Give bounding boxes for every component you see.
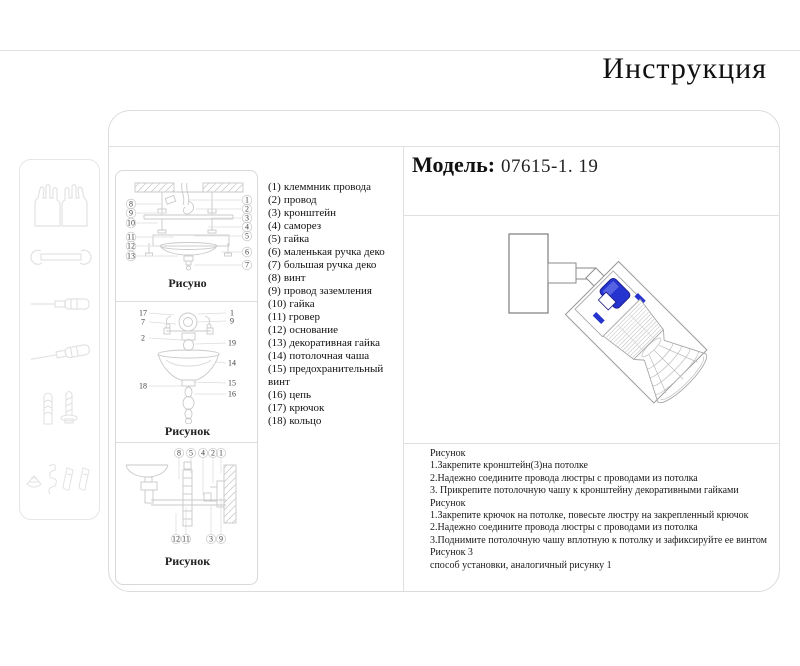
part-item: (14) потолочная чаша — [268, 350, 370, 362]
callout: 1 — [219, 448, 223, 458]
part-item: (17) крючок — [268, 402, 325, 414]
callout: 9 — [230, 316, 234, 326]
lamp-illustration — [480, 218, 740, 433]
callout: 5 — [189, 448, 193, 458]
instruction-line: 2.Надежно соедините провода люстры с проводами из потолка — [430, 522, 698, 534]
callout: 10 — [127, 218, 135, 228]
screwdriver-icon — [20, 296, 101, 317]
callout: 19 — [228, 338, 236, 348]
figure-1-caption: Рисуно — [168, 276, 207, 290]
callout: 7 — [141, 317, 145, 327]
instruction-line: 3. Прикрепите потолочную чашу к кронштейну декоративными гайками — [430, 485, 739, 497]
part-item: (2) провод — [268, 194, 317, 206]
callout: 15 — [228, 378, 236, 388]
instruction-line: Рисунок — [430, 448, 466, 459]
callout: 17 — [139, 308, 147, 318]
card-header-divider — [109, 146, 779, 147]
callout: 2 — [141, 333, 145, 343]
callout: 6 — [245, 247, 249, 257]
callout: 1 — [230, 308, 234, 318]
figure-3-caption: Рисунок — [164, 554, 211, 568]
model-divider — [403, 215, 780, 216]
callout: 12 — [172, 534, 180, 544]
wrench-icon — [20, 246, 101, 273]
figures-panel — [115, 170, 258, 585]
part-item: (4) саморез — [268, 220, 322, 232]
gloves-icon — [20, 178, 101, 233]
callout: 2 — [211, 448, 215, 458]
callout: 14 — [228, 358, 236, 368]
part-item: (12) основание — [268, 324, 338, 336]
instruction-line: способ установки, аналогичный рисунку 1 — [430, 559, 612, 571]
callout: 8 — [129, 199, 133, 209]
callout: 2 — [245, 204, 249, 214]
figure-2 — [116, 301, 258, 442]
top-divider — [0, 50, 800, 51]
part-item: (13) декоративная гайка — [268, 337, 380, 349]
part-item: (18) кольцо — [268, 415, 322, 427]
screwdriver-angled-icon — [20, 338, 101, 369]
figure-3-drawing — [116, 443, 258, 553]
part-item: (1) клеммник провода — [268, 181, 372, 193]
part-item: (3) кронштейн — [268, 207, 336, 219]
callout: 9 — [129, 208, 133, 218]
part-item: (6) маленькая ручка деко — [268, 246, 385, 258]
part-item: (16) цепь — [268, 389, 312, 401]
instructions-block — [430, 448, 775, 572]
callout: 16 — [228, 389, 236, 399]
model-row — [412, 152, 598, 178]
part-item: (7) большая ручка деко — [268, 259, 377, 271]
figure-1-drawing — [116, 171, 258, 275]
parts-list — [268, 181, 404, 428]
figure-2-caption: Рисунок — [164, 424, 211, 438]
instruction-line: 2.Надежно соедините провода люстры с проводами из потолка — [430, 472, 698, 484]
instruction-line: 1.Закрепите кронштейн(3)на потолке — [430, 460, 588, 472]
instruction-line: Рисунок 3 — [430, 547, 473, 559]
instruction-line: 3.Поднимите потолочную чашу вплотную к потолку и зафиксируйте ее винтом — [430, 534, 767, 546]
figure-2-drawing — [116, 302, 258, 424]
figure-1 — [116, 171, 258, 301]
callout: 12 — [127, 241, 135, 251]
callout: 11 — [127, 232, 135, 242]
instruction-line: 1.Закрепите крючок на потолке, повесьте люстру на закрепленный крючок — [430, 510, 749, 522]
callout: 4 — [245, 222, 249, 232]
right-section-divider — [403, 146, 404, 592]
part-item: (9) провод заземления — [268, 285, 372, 297]
part-item: (5) гайка — [268, 233, 310, 245]
tools-panel — [19, 159, 100, 520]
callout: 5 — [245, 231, 249, 241]
callout: 1 — [245, 195, 249, 205]
part-item: (11) гровер — [268, 311, 320, 323]
mounting-hardware-icon — [20, 458, 101, 501]
instructions-divider — [403, 443, 780, 444]
callout: 8 — [177, 448, 181, 458]
part-item: (8) винт — [268, 272, 306, 284]
instruction-line: Рисунок — [430, 497, 466, 509]
callout: 18 — [139, 381, 147, 391]
part-item: (10) гайка — [268, 298, 315, 310]
callout: 4 — [201, 448, 205, 458]
callout: 3 — [209, 534, 213, 544]
figure-3 — [116, 442, 258, 585]
callout: 3 — [245, 213, 249, 223]
page-title: Инструкция — [602, 52, 767, 85]
model-value: 07615-1. 19 — [501, 156, 599, 177]
screw-dowel-icon — [20, 388, 101, 431]
model-label: Модель: — [412, 152, 496, 177]
part-item: (15) предохранительный винт — [268, 363, 384, 388]
callout: 11 — [182, 534, 190, 544]
callout: 13 — [127, 251, 135, 261]
callout: 9 — [219, 534, 223, 544]
callout: 7 — [245, 260, 249, 270]
